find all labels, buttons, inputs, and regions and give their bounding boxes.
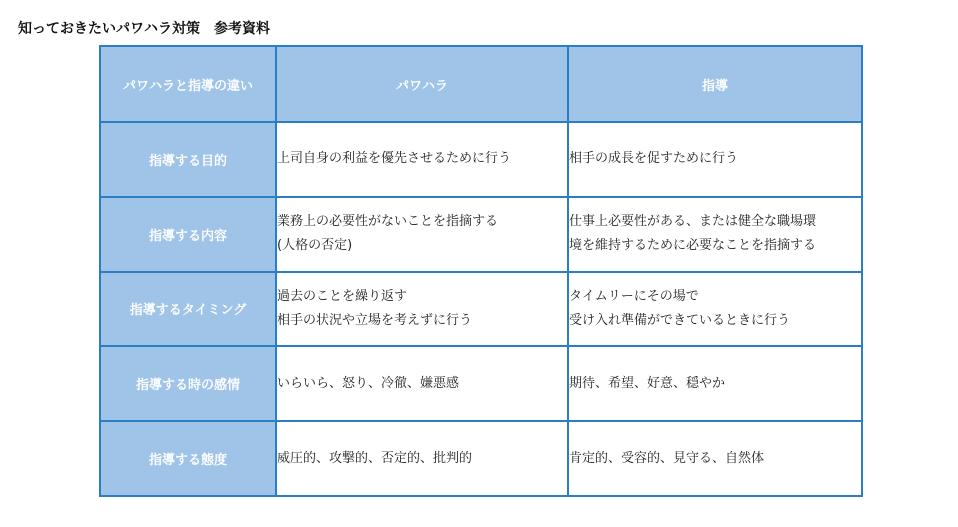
row-label: 指導する時の感情 — [100, 346, 276, 421]
cell-line: 受け入れ準備ができているときに行う — [569, 312, 791, 328]
cell-line: 相手の状況や立場を考えずに行う — [277, 312, 473, 328]
row-label: 指導するタイミング — [100, 272, 276, 347]
page-title: 知っておきたいパワハラ対策 参考資料 — [18, 21, 270, 37]
power-harassment-cell — [276, 272, 568, 347]
guidance-cell — [568, 197, 862, 272]
cell-line: 肯定的、受容的、見守る、自然体 — [569, 450, 765, 466]
guidance-cell — [568, 346, 862, 421]
table-header-row — [100, 46, 862, 122]
row-label: 指導する目的 — [100, 122, 276, 197]
power-harassment-cell — [276, 197, 568, 272]
guidance-cell — [568, 122, 862, 197]
power-harassment-cell — [276, 346, 568, 421]
table-row — [100, 421, 862, 496]
power-harassment-cell — [276, 122, 568, 197]
comparison-table — [99, 45, 863, 497]
cell-line: 上司自身の利益を優先させるために行う — [277, 151, 512, 167]
cell-line: 相手の成長を促すために行う — [569, 151, 739, 167]
table-row — [100, 122, 862, 197]
row-label: 指導する態度 — [100, 421, 276, 496]
header-power-harassment: パワハラ — [276, 46, 568, 122]
cell-line: 過去のことを繰り返す — [277, 288, 408, 304]
table-row — [100, 346, 862, 421]
cell-line: 威圧的、攻撃的、否定的、批判的 — [277, 450, 473, 466]
cell-line: 業務上の必要性がないことを指摘する — [277, 214, 499, 230]
power-harassment-cell — [276, 421, 568, 496]
table-row — [100, 272, 862, 347]
cell-line: (人格の否定) — [277, 238, 353, 254]
cell-line: いらいら、怒り、冷徹、嫌悪感 — [277, 375, 460, 391]
guidance-cell — [568, 272, 862, 347]
guidance-cell — [568, 421, 862, 496]
table-row — [100, 197, 862, 272]
header-guidance: 指導 — [568, 46, 862, 122]
cell-line: 期待、希望、好意、穏やか — [569, 375, 726, 391]
cell-line: 境を維持するために必要なことを指摘する — [569, 238, 817, 254]
header-category: パワハラと指導の違い — [100, 46, 276, 122]
cell-line: タイムリーにその場で — [569, 288, 699, 304]
cell-line: 仕事上必要性がある、または健全な職場環 — [569, 214, 817, 230]
row-label: 指導する内容 — [100, 197, 276, 272]
